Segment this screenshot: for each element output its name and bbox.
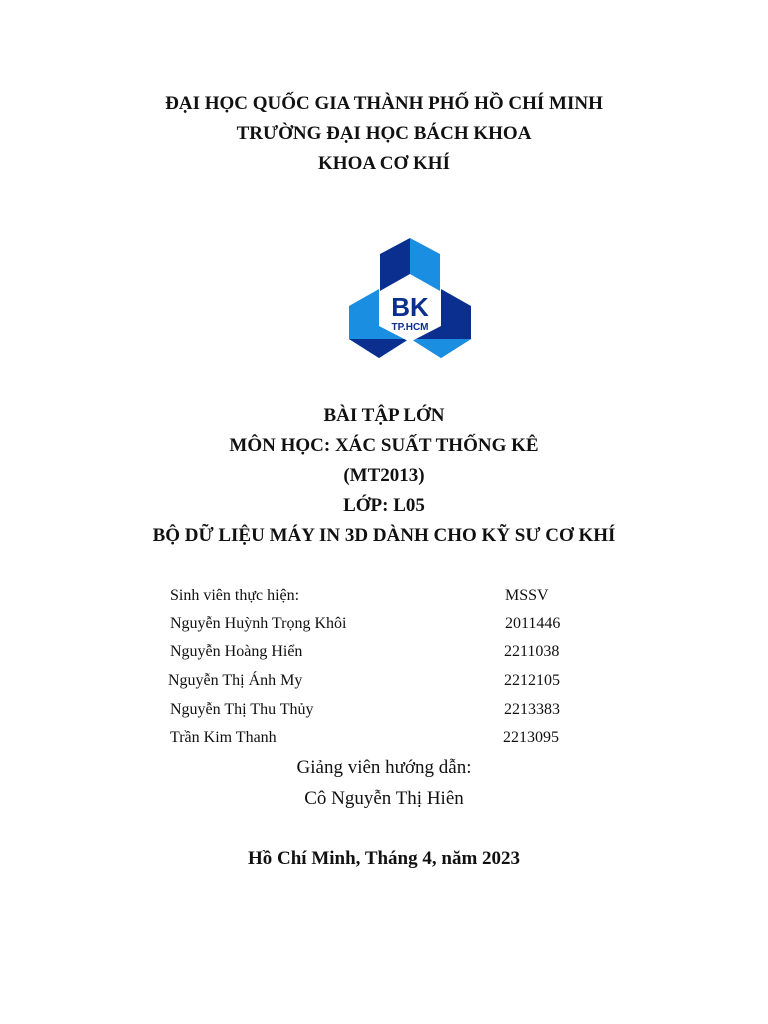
logo-text-main: BK [391, 292, 429, 322]
student-name: Trần Kim Thanh [170, 729, 277, 746]
place-date: Hồ Chí Minh, Tháng 4, năm 2023 [247, 848, 521, 869]
student-id: 2212105 [504, 672, 560, 689]
class-code: LỚP: L05 [343, 495, 425, 516]
student-id: 2211038 [504, 643, 560, 660]
student-name: Nguyễn Thị Ánh My [168, 672, 303, 689]
course-name: MÔN HỌC: XÁC SUẤT THỐNG KÊ [229, 435, 539, 456]
logo-text-sub: TP.HCM [391, 322, 429, 333]
bk-logo [345, 234, 475, 368]
student-id: 2213095 [503, 729, 559, 746]
instructor-label: Giảng viên hướng dẫn: [296, 757, 472, 778]
school-name: TRƯỜNG ĐẠI HỌC BÁCH KHOA [236, 123, 532, 144]
project-topic: BỘ DỮ LIỆU MÁY IN 3D DÀNH CHO KỸ SƯ CƠ KHÍ [152, 525, 616, 546]
students-header-label: Sinh viên thực hiện: [170, 587, 300, 604]
student-id: 2011446 [505, 615, 561, 632]
student-name: Nguyễn Thị Thu Thủy [170, 701, 314, 718]
student-id-header: MSSV [505, 587, 549, 604]
course-code: (MT2013) [343, 465, 425, 486]
student-name: Nguyễn Hoàng Hiển [170, 643, 303, 660]
university-name: ĐẠI HỌC QUỐC GIA THÀNH PHỐ HỒ CHÍ MINH [165, 93, 603, 114]
student-id: 2213383 [504, 701, 560, 718]
assignment-title: BÀI TẬP LỚN [323, 405, 445, 426]
instructor-name: Cô Nguyễn Thị Hiên [304, 788, 464, 809]
student-name: Nguyễn Huỳnh Trọng Khôi [170, 615, 347, 632]
faculty-name: KHOA CƠ KHÍ [318, 153, 450, 174]
